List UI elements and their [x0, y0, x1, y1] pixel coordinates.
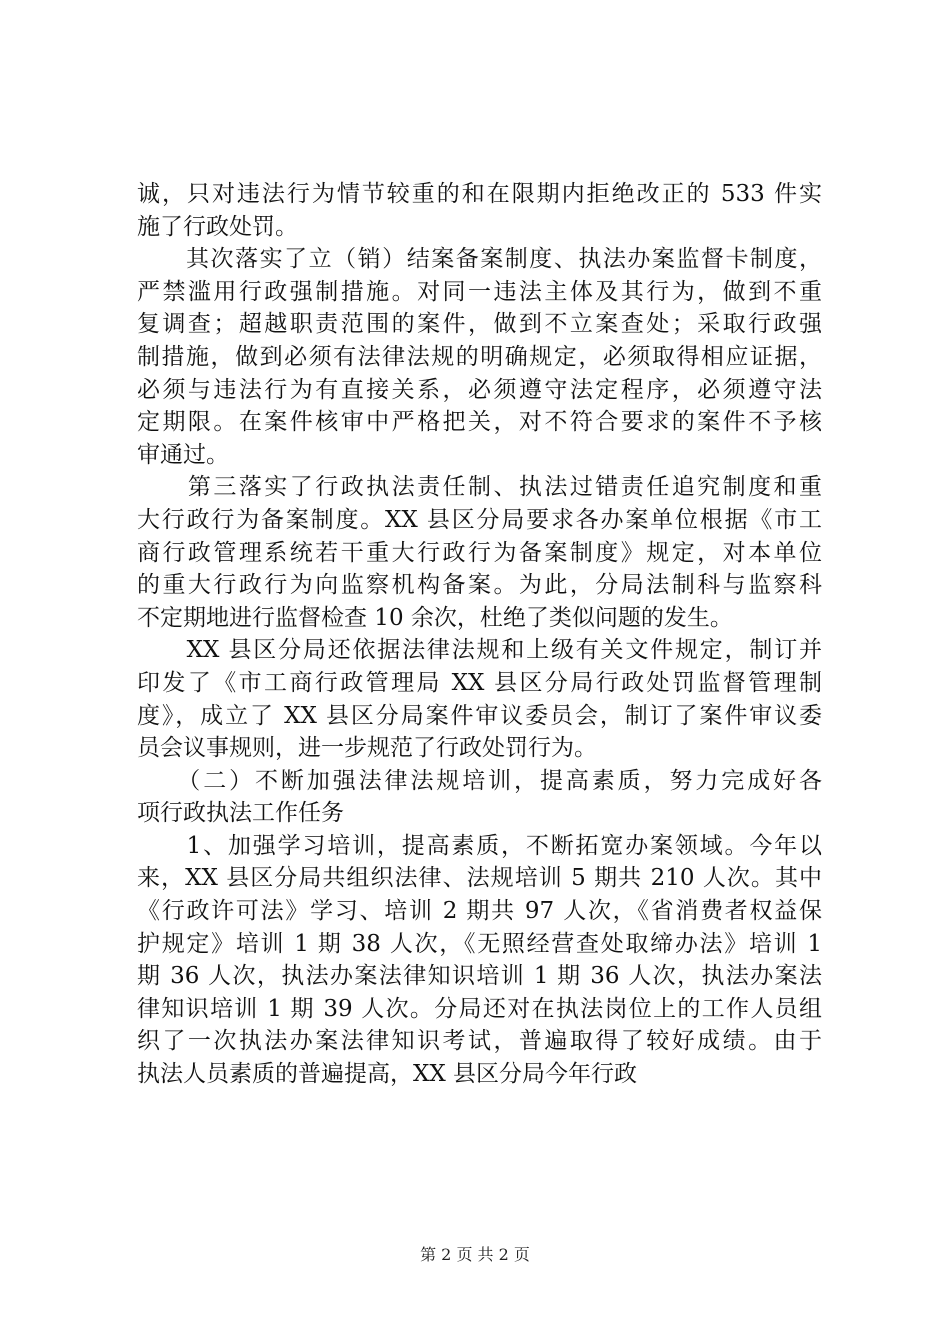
text-line: 第三落实了行政执法责任制、执法过错责任追究制度和重: [137, 474, 822, 501]
page-footer: [0, 1244, 950, 1266]
body-text: [137, 178, 822, 1091]
text-line: 印发了《市工商行政管理局 XX 县区分局行政处罚监督管理制: [137, 669, 822, 696]
text-line: 大行政行为备案制度。XX 县区分局要求各办案单位根据《市工: [137, 506, 822, 533]
text-line: 1、加强学习培训，提高素质，不断拓宽办案领域。今年以: [137, 832, 822, 859]
page-number-label: 第 2 页 共 2 页: [420, 1245, 530, 1264]
text-line: 必须与违法行为有直接关系，必须遵守法定程序，必须遵守法: [137, 376, 822, 403]
text-line: 施了行政处罚。: [137, 213, 298, 240]
text-line: 制措施，做到必须有法律法规的明确规定，必须取得相应证据，: [137, 343, 822, 370]
section-heading: （二）不断加强法律法规培训，提高素质，努力完成好各: [137, 767, 822, 794]
text-line: 严禁滥用行政强制措施。对同一违法主体及其行为，做到不重: [137, 278, 822, 305]
text-line: 诚，只对违法行为情节较重的和在限期内拒绝改正的 533 件实: [137, 181, 822, 207]
text-line: 期 36 人次，执法办案法律知识培训 1 期 36 人次，执法办案法: [137, 963, 822, 990]
text-line: 商行政管理系统若干重大行政行为备案制度》规定，对本单位: [137, 539, 822, 566]
text-line: 律知识培训 1 期 39 人次。分局还对在执法岗位上的工作人员组: [137, 995, 822, 1022]
text-line: XX 县区分局还依据法律法规和上级有关文件规定，制订并: [137, 637, 822, 664]
text-line: 《行政许可法》学习、培训 2 期共 97 人次，《省消费者权益保: [137, 898, 822, 925]
text-line: 度》，成立了 XX 县区分局案件审议委员会，制订了案件审议委: [137, 702, 822, 729]
text-line: 织了一次执法办案法律知识考试，普遍取得了较好成绩。由于: [137, 1028, 822, 1055]
section-heading: 项行政执法工作任务: [137, 800, 344, 827]
text-line: 执法人员素质的普遍提高，XX 县区分局今年行政: [137, 1061, 638, 1088]
text-line: 不定期地进行监督检查 10 余次，杜绝了类似问题的发生。: [137, 604, 733, 631]
text-line: 员会议事规则，进一步规范了行政处罚行为。: [137, 735, 597, 762]
text-line: 定期限。在案件核审中严格把关，对不符合要求的案件不予核: [137, 409, 822, 436]
text-line: 的重大行政行为向监察机构备案。为此，分局法制科与监察科: [137, 572, 822, 599]
text-line: 护规定》培训 1 期 38 人次，《无照经营查处取缔办法》培训 1: [137, 930, 822, 957]
text-line: 来，XX 县区分局共组织法律、法规培训 5 期共 210 人次。其中: [137, 865, 822, 892]
text-line: 审通过。: [137, 441, 229, 468]
text-line: 其次落实了立（销）结案备案制度、执法办案监督卡制度，: [137, 246, 822, 273]
text-line: 复调查；超越职责范围的案件，做到不立案查处；采取行政强: [137, 311, 822, 338]
